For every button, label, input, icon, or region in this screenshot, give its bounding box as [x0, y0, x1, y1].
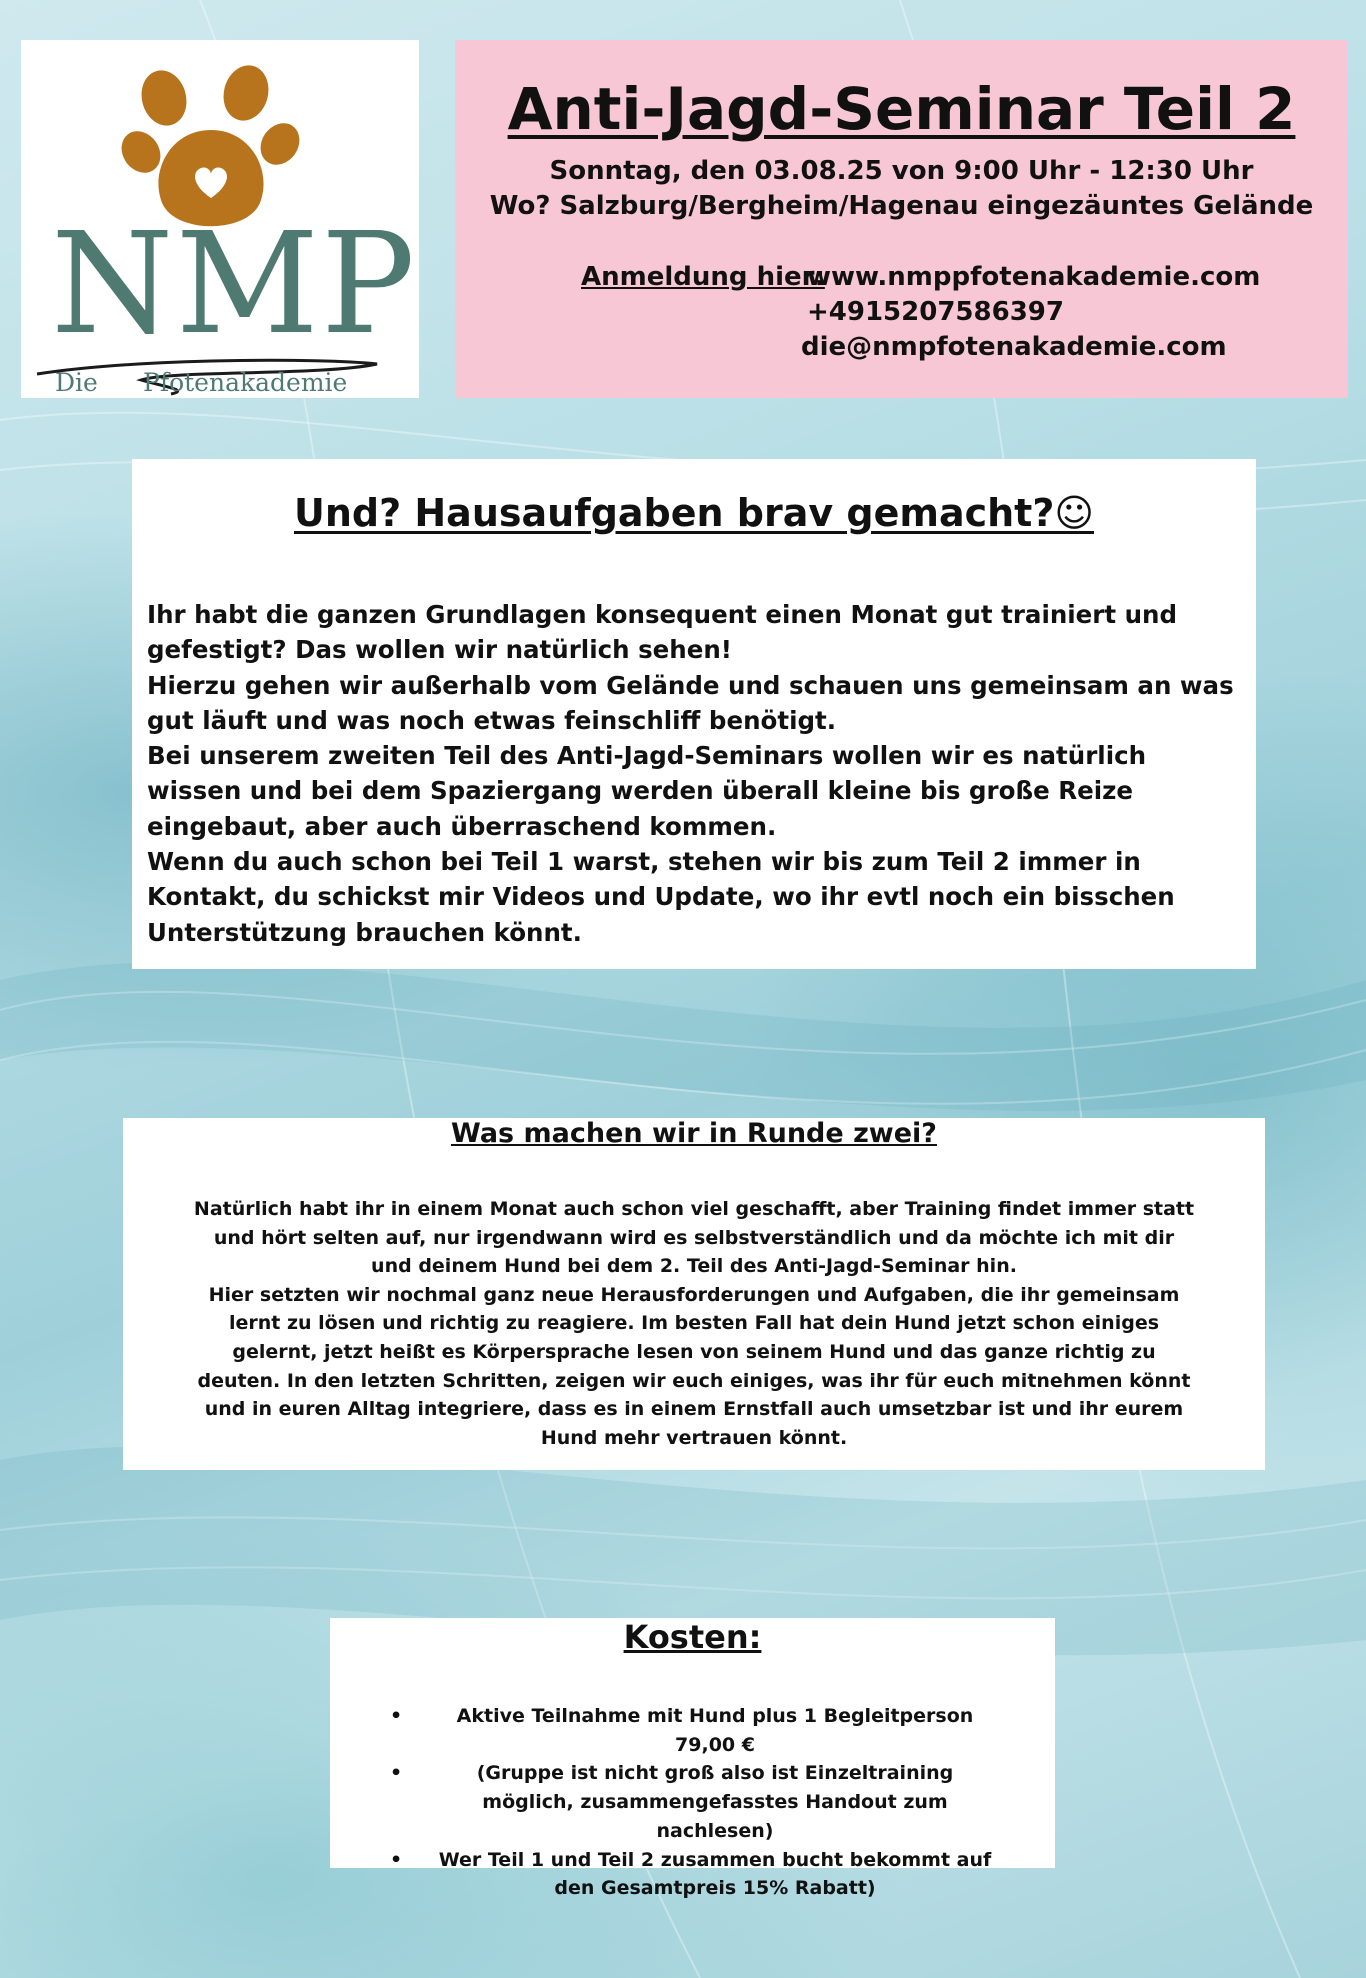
round-two-panel	[123, 1118, 1265, 1470]
logo-letters: NMP	[51, 203, 418, 366]
round-two-paragraph: Natürlich habt ihr in einem Monat auch schon viel geschafft, aber Training findet immer statt und hört selten auf, nur irgendwann wird es selbstverständlich und da möchte ich mit dir und deinem Hund bei dem 2. Teil des Anti-Jagd-Seminar hin.	[193, 1198, 1195, 1278]
costs-panel	[330, 1618, 1055, 1900]
homework-paragraph: Hierzu gehen wir außerhalb vom Gelände und schauen uns gemeinsam an was gut läuft und was noch etwas feinschliff benötigt.	[147, 670, 1234, 735]
event-location: Wo? Salzburg/Bergheim/Hagenau eingezäuntes Gelände	[489, 191, 1314, 221]
register-label: Anmeldung hier:	[581, 262, 825, 292]
page-title: Anti-Jagd-Seminar Teil 2	[507, 75, 1296, 143]
homework-paragraph: Bei unserem zweiten Teil des Anti-Jagd-Seminars wollen wir es natürlich wissen und bei dem Spaziergang werden überall kleine bis große Reize eingebaut, aber auch überraschend kommen.	[147, 741, 1147, 841]
cost-item-text: Wer Teil 1 und Teil 2 zusammen bucht bekommt auf den Gesamtpreis 15% Rabatt)	[438, 1848, 992, 1900]
cost-item-text: (Gruppe ist nicht groß also ist Einzeltraining möglich, zusammengefasstes Handout zum nachlesen)	[476, 1762, 954, 1842]
bullet-icon: •	[390, 1848, 403, 1871]
list-item	[390, 1702, 1000, 1759]
homework-paragraph: Wenn du auch schon bei Teil 1 warst, stehen wir bis zum Teil 2 immer in Kontakt, du schickst mir Videos und Update, wo ihr evtl noch ein bisschen Unterstützung brauchen könnt.	[147, 847, 1175, 947]
homework-title: Und? Hausaufgaben brav gemacht?☺	[293, 491, 1095, 535]
round-two-title: Was machen wir in Runde zwei?	[451, 1118, 937, 1149]
logo-panel	[21, 40, 419, 398]
homework-panel	[132, 459, 1256, 969]
header-panel	[455, 40, 1348, 398]
cost-item-text: Aktive Teilnahme mit Hund plus 1 Begleitperson 79,00 €	[456, 1705, 974, 1756]
homework-paragraph: Ihr habt die ganzen Grundlagen konsequent einen Monat gut trainiert und gefestigt? Das wollen wir natürlich sehen!	[147, 600, 1178, 665]
logo-word-die: Die	[55, 368, 98, 397]
costs-list	[390, 1702, 1000, 1903]
costs-title: Kosten:	[623, 1618, 762, 1656]
list-item	[390, 1759, 1000, 1845]
round-two-paragraph: Hier setzten wir nochmal ganz neue Herausforderungen und Aufgaben, die ihr gemeinsam lernt zu lösen und richtig zu reagiere. Im besten Fall hat dein Hund jetzt schon einiges gelernt, jetzt heißt es Körpersprache lesen von seinem Hund und das ganze richtig zu deuten. In den letzten Schritten, zeigen wir euch einiges, was ihr für euch mitnehmen könnt und in euren Alltag integriere, dass es in einem Ernstfall auch umsetzbar ist und ihr eurem Hund mehr vertrauen könnt.	[197, 1283, 1191, 1449]
list-item	[390, 1846, 1000, 1903]
homework-text	[147, 597, 1247, 950]
website-link[interactable]: www.nmppfotenakademie.com	[807, 262, 1261, 292]
round-two-text	[193, 1195, 1195, 1452]
event-date: Sonntag, den 03.08.25 von 9:00 Uhr - 12:30 Uhr	[549, 156, 1254, 186]
logo-word-pfotenakademie: Pfotenakademie	[143, 368, 348, 397]
bullet-icon: •	[390, 1762, 403, 1785]
phone-number[interactable]: +4915207586397	[807, 297, 1064, 327]
email-link[interactable]: die@nmpfotenakademie.com	[801, 332, 1227, 362]
bullet-icon: •	[390, 1705, 403, 1727]
